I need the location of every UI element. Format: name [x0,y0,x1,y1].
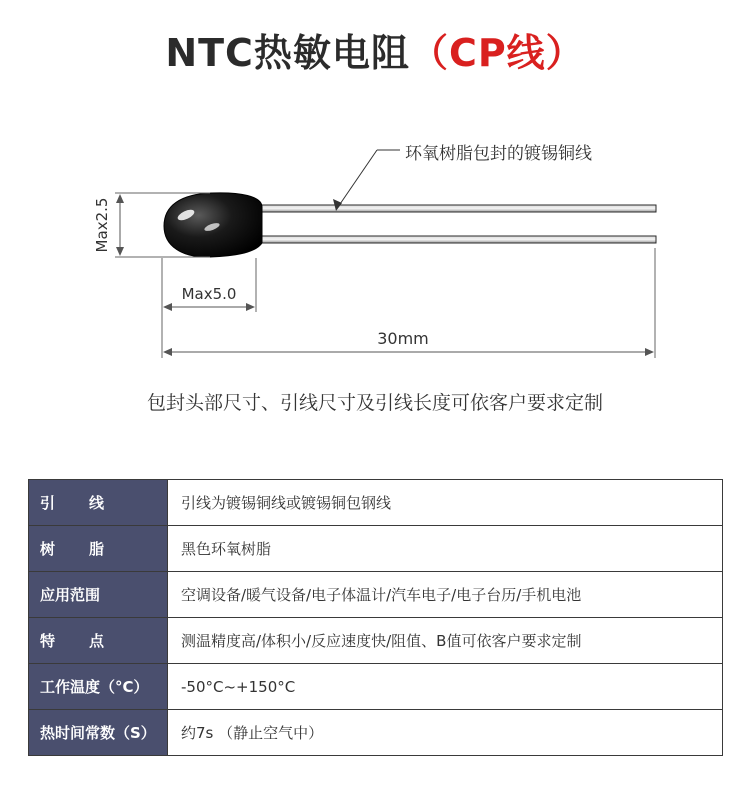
spec-label: 树脂 [29,526,168,572]
head-width-label: Max5.0 [181,285,237,303]
length-label: 30mm [377,329,429,348]
title-main: NTC热敏电阻 [165,31,410,75]
length-dimension [163,248,655,358]
spec-label: 工作温度（°C） [29,664,168,710]
spec-label: 引线 [29,480,168,526]
spec-value: 引线为镀锡铜线或镀锡铜包钢线 [168,480,723,526]
height-label: Max2.5 [93,197,111,253]
spec-value: -50°C~+150°C [168,664,723,710]
spec-label: 特点 [29,618,168,664]
thermistor-diagram [0,0,750,380]
head-width-dimension [162,258,256,358]
spec-value: 测温精度高/体积小/反应速度快/阻值、B值可依客户要求定制 [168,618,723,664]
lead-callout [333,144,592,211]
table-row [29,480,723,526]
spec-label: 热时间常数（S） [29,710,168,756]
spec-table [28,479,723,756]
spec-value: 黑色环氧树脂 [168,526,723,572]
title-accent: （CP线） [409,31,585,75]
lead-wires [248,205,656,243]
customization-note: 包封头部尺寸、引线尺寸及引线长度可依客户要求定制 [146,392,603,414]
table-row [29,710,723,756]
lead-label: 环氧树脂包封的镀锡铜线 [405,144,592,164]
spec-label: 应用范围 [29,572,168,618]
table-row [29,526,723,572]
spec-value: 空调设备/暖气设备/电子体温计/汽车电子/电子台历/手机电池 [168,572,723,618]
table-row [29,572,723,618]
table-row [29,618,723,664]
table-row [29,664,723,710]
epoxy-bead [164,193,262,257]
spec-value: 约7s （静止空气中） [168,710,723,756]
